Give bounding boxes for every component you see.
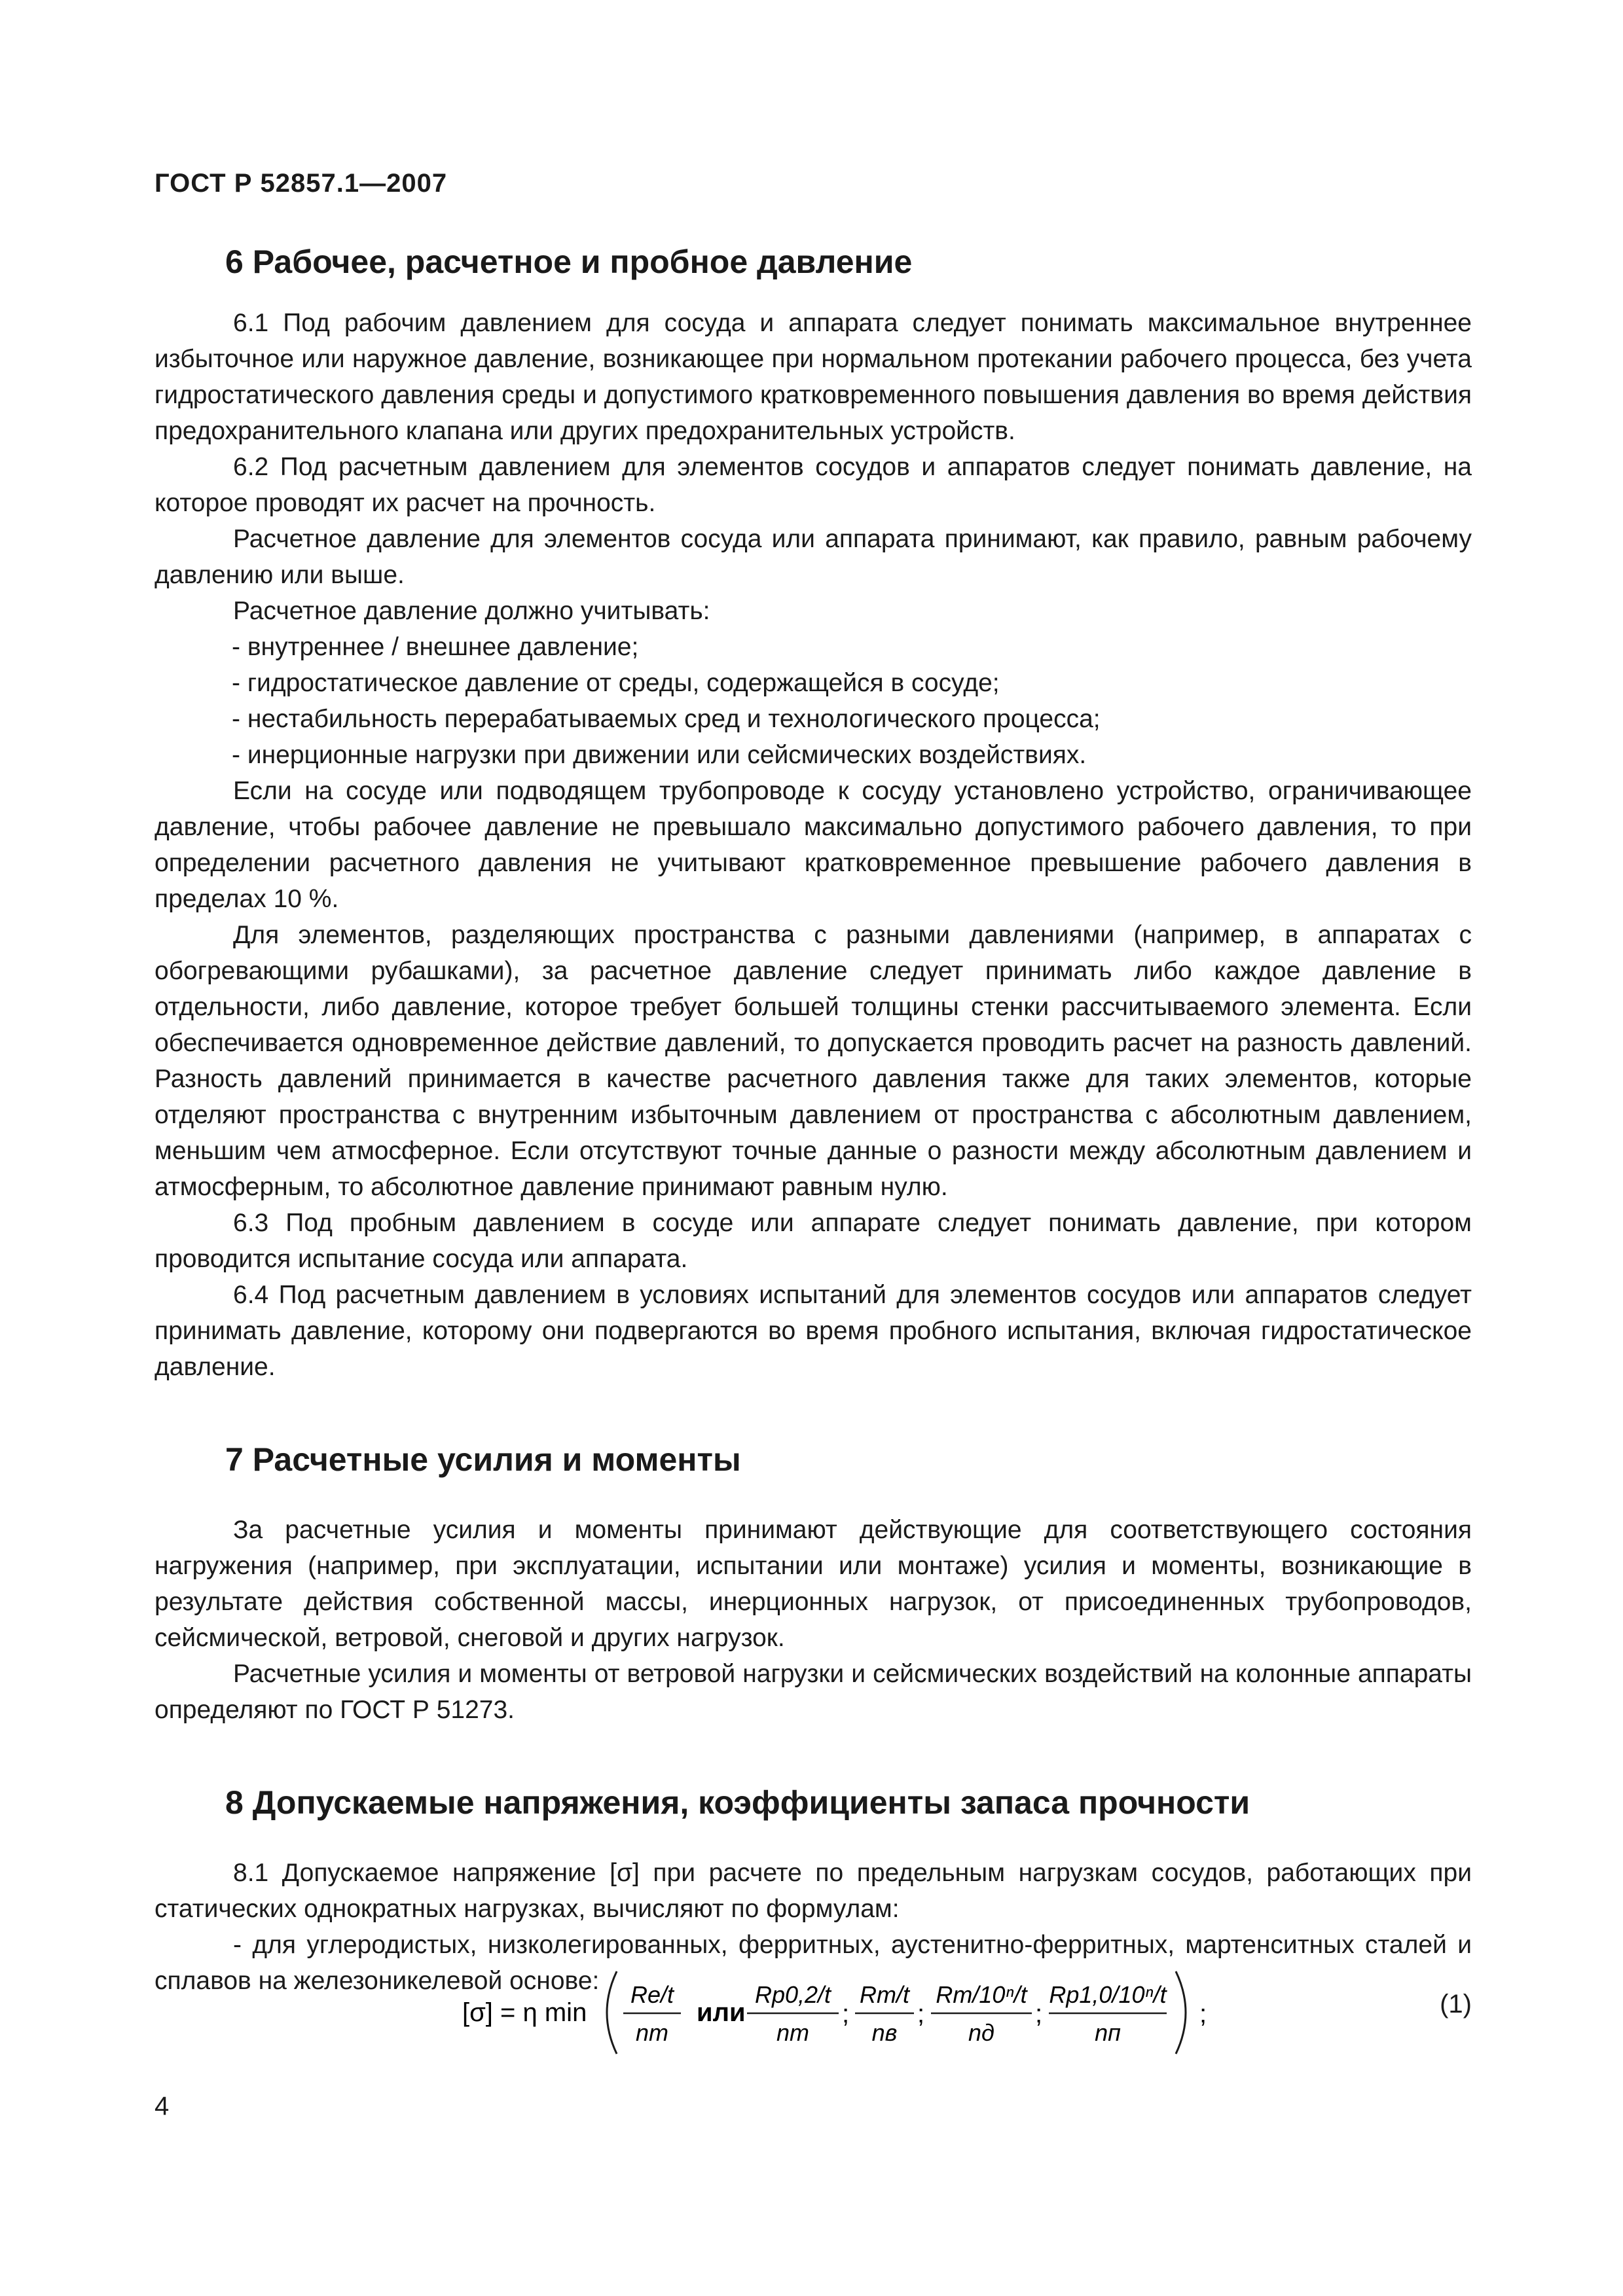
section-6-heading: 6 Рабочее, расчетное и пробное давление	[225, 243, 913, 280]
paragraph-6-2-pressure-difference: Для элементов, разделяющих пространства с разными давлениями (например, в аппаратах с обогревающими рубашками), за расчетное давление следует принимать либо каждое давление в отдельности, либо давление, которое требует большей толщины стенки рассчитываемого элемента. Если обеспечивается одновременное действие давлений, то допускается проводить расчет на разность давлений. Разность давлений принимается в качестве расчетного давления также для таких элементов, которые отделяют пространства с внутренним избыточным давлением от пространства с абсолютным давлением, меньшим чем атмосферное. Если отсутствуют точные данные о разности между абсолютным давлением и атмосферным, то абсолютное давление принимают равным нулю.	[155, 921, 1472, 1201]
paragraph-6-2: 6.2 Под расчетным давлением для элементов сосудов и аппаратов следует понимать давление, на которое проводят их расчет на прочность.	[155, 453, 1472, 517]
formula-1	[155, 1957, 1472, 2068]
separator: ;	[1035, 2000, 1043, 2028]
fraction-1-denominator: nт	[635, 2019, 669, 2046]
paragraph-8-1-steels: - для углеродистых, низколегированных, ферритных, аустенитно-ферритных, мартенситных сталей и сплавов на железоникелевой основе:	[155, 1931, 1472, 1995]
equation-number: (1)	[1440, 1990, 1472, 2018]
paragraph-6-4: 6.4 Под расчетным давлением в условиях испытаний для элементов сосудов или аппаратов следует принимать давление, которому они подвергаются во время пробного испытания, включая гидростатическое давление.	[155, 1281, 1472, 1381]
list-item: - внутреннее / внешнее давление;	[232, 633, 639, 661]
fraction-5-denominator: nп	[1095, 2019, 1121, 2046]
document-body	[155, 236, 1472, 1999]
paragraph-6-2-design-pressure: Расчетное давление для элементов сосуда или аппарата принимают, как правило, равным рабочему давлению или выше.	[155, 525, 1472, 589]
list-item: - инерционные нагрузки при движении или сейсмических воздействиях.	[232, 741, 1087, 769]
fraction-5-numerator: Rp1,0/10ⁿ/t	[1049, 1981, 1167, 2008]
separator: ;	[1199, 2000, 1207, 2028]
section-8-heading: 8 Допускаемые напряжения, коэффициенты запаса прочности	[225, 1784, 1250, 1821]
formula-lhs: [σ] = η min	[462, 1998, 587, 2027]
section-7-heading: 7 Расчетные усилия и моменты	[225, 1441, 741, 1478]
fraction-3-denominator: nв	[871, 2019, 898, 2046]
page-number: 4	[155, 2092, 170, 2121]
paragraph-6-1: 6.1 Под рабочим давлением для сосуда и аппарата следует понимать максимальное внутреннее избыточное или наружное давление, возникающее при нормальном протекании рабочего процесса, без учета гидростатического давления среды и допустимого кратковременного повышения давления во время действия предохранительного клапана или других предохранительных устройств.	[155, 309, 1472, 445]
list-item: - нестабильность перерабатываемых сред и технологического процесса;	[232, 705, 1101, 733]
paragraph-7-1: За расчетные усилия и моменты принимают действующие для соответствующего состояния нагружения (например, при эксплуатации, испытании или монтаже) усилия и моменты, возникающие в результате действия собственной массы, инерционных нагрузок, от присоединенных трубопроводов, сейсмической, ветровой, снеговой и других нагрузок.	[155, 1516, 1472, 1652]
fraction-2-numerator: Rp0,2/t	[754, 1981, 831, 2008]
paragraph-8-1: 8.1 Допускаемое напряжение [σ] при расчете по предельным нагрузкам сосудов, работающих при статических однократных нагрузках, вычисляют по формулам:	[155, 1859, 1472, 1923]
fraction-2-denominator: nт	[776, 2019, 810, 2046]
separator: ;	[842, 2000, 850, 2028]
paragraph-6-2-list-intro: Расчетное давление должно учитывать:	[233, 597, 710, 625]
right-paren	[1176, 1971, 1186, 2054]
paragraph-7-2: Расчетные усилия и моменты от ветровой нагрузки и сейсмических воздействий на колонные аппараты определяют по ГОСТ Р 51273.	[155, 1660, 1472, 1724]
paragraph-6-3: 6.3 Под пробным давлением в сосуде или аппарате следует понимать давление, при котором проводится испытание сосуда или аппарата.	[155, 1209, 1472, 1273]
fraction-4-numerator: Rm/10ⁿ/t	[936, 1981, 1027, 2008]
document-id: ГОСТ Р 52857.1—2007	[155, 169, 448, 198]
formula-graphic	[155, 1957, 1307, 2068]
fraction-3-numerator: Rm/t	[860, 1981, 909, 2008]
paragraph-6-2-limiting-device: Если на сосуде или подводящем трубопроводе к сосуду установлено устройство, ограничивающее давление, чтобы рабочее давление не превышало максимально допустимого рабочего давления, то при определении расчетного давления не учитывают кратковременное превышение рабочего давления в пределах 10 %.	[155, 777, 1472, 913]
or-word: или	[697, 1998, 746, 2027]
fraction-4-denominator: nд	[968, 2019, 994, 2046]
left-paren	[607, 1971, 617, 2054]
fraction-1-numerator: Re/t	[630, 1981, 674, 2008]
separator: ;	[917, 2000, 925, 2028]
list-item: - гидростатическое давление от среды, содержащейся в сосуде;	[232, 669, 1000, 697]
